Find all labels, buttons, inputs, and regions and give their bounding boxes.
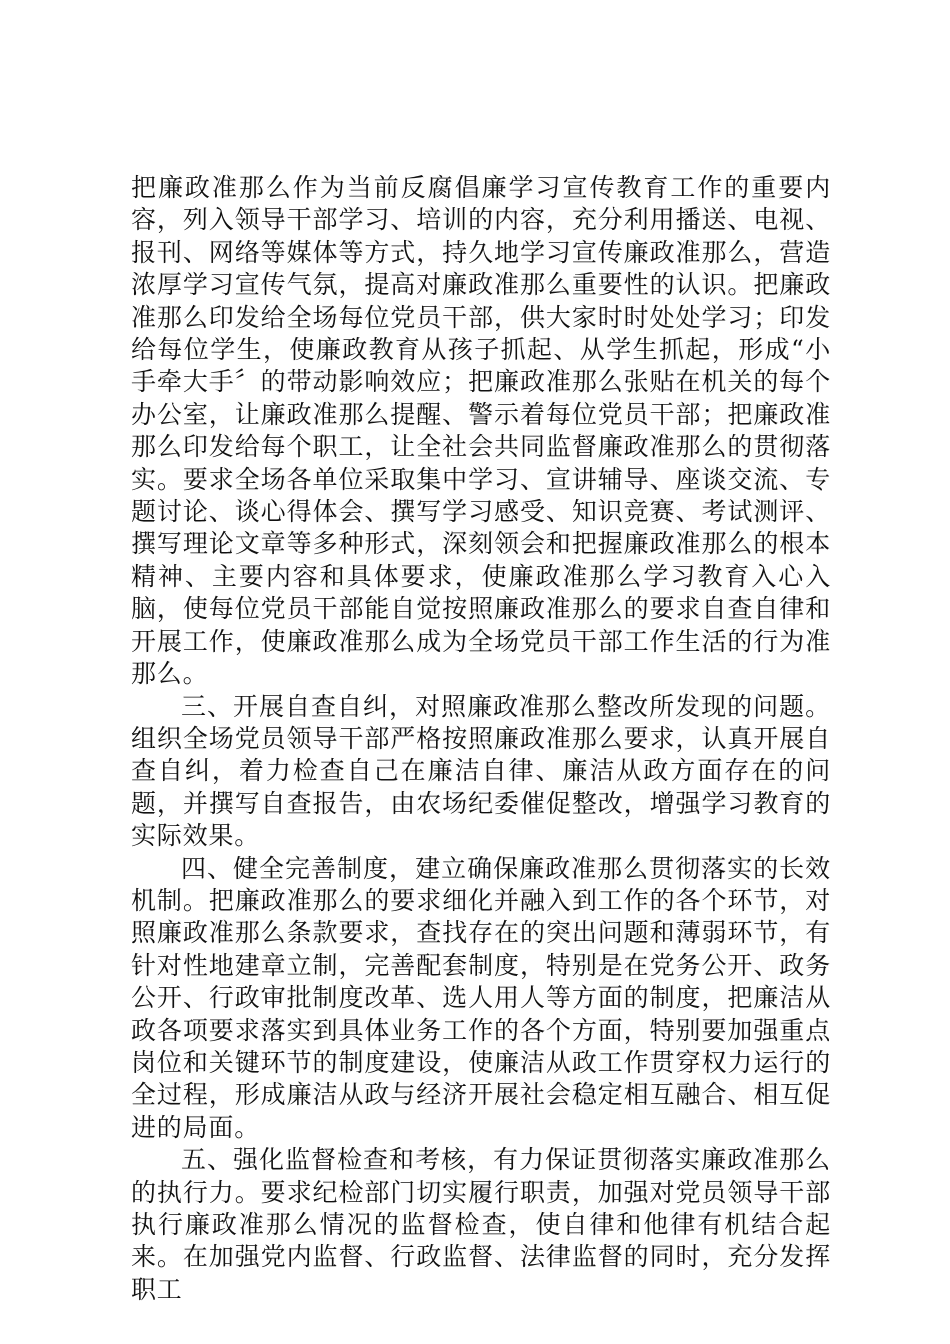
- paragraph-study-publicity: 把廉政准那么作为当前反腐倡廉学习宣传教育工作的重要内容，列入领导干部学习、培训的内容，充分利用播送、电视、报刊、网络等媒体等方式，持久地学习宣传廉政准那么，营造浓厚学习宣传气氛，提高对廉政准那么重要性的认识。把廉政准那么印发给全场每位党员干部，供大家时时处处学习；印发给每位学生，使廉政教育从孩子抓起、从学生抓起，形成“小手牵大手〞的带动影响效应；把廉政准那么张贴在机关的每个办公室，让廉政准那么提醒、警示着每位党员干部；把廉政准那么印发给每个职工，让全社会共同监督廉政准那么的贯彻落实。要求全场各单位采取集中学习、宣讲辅导、座谈交流、专题讨论、谈心得体会、撰写学习感受、知识竞赛、考试测评、撰写理论文章等多种形式，深刻领会和把握廉政准那么的根本精神、主要内容和具体要求，使廉政准那么学习教育入心入脑，使每位党员干部能自觉按照廉政准那么的要求自查自律和开展工作，使廉政准那么成为全场党员干部工作生活的行为准那么。: [131, 173, 831, 689]
- paragraph-self-inspection: 三、开展自查自纠，对照廉政准那么整改所发现的问题。组织全场党员领导干部严格按照廉政准那么要求，认真开展自查自纠，着力检查自己在廉洁自律、廉洁从政方面存在的问题，并撰写自查报告，由农场纪委催促整改，增强学习教育的实际效果。: [131, 691, 831, 851]
- paragraph-supervision: 五、强化监督检查和考核，有力保证贯彻落实廉政准那么的执行力。要求纪检部门切实履行职责，加强对党员领导干部执行廉政准那么情况的监督检查，使自律和他律有机结合起来。在加强党内监督、行政监督、法律监督的同时，充分发挥职工: [131, 1145, 831, 1304]
- document-body: [131, 172, 831, 1306]
- paragraph-system-improvement: 四、健全完善制度，建立确保廉政准那么贯彻落实的长效机制。把廉政准那么的要求细化并融入到工作的各个环节，对照廉政准那么条款要求，查找存在的突出问题和薄弱环节，有针对性地建章立制，完善配套制度，特别是在党务公开、政务公开、行政审批制度改革、选人用人等方面的制度，把廉洁从政各项要求落实到具体业务工作的各个方面，特别要加强重点岗位和关键环节的制度建设，使廉洁从政工作贯穿权力运行的全过程，形成廉洁从政与经济开展社会稳定相互融合、相互促进的局面。: [131, 853, 831, 1142]
